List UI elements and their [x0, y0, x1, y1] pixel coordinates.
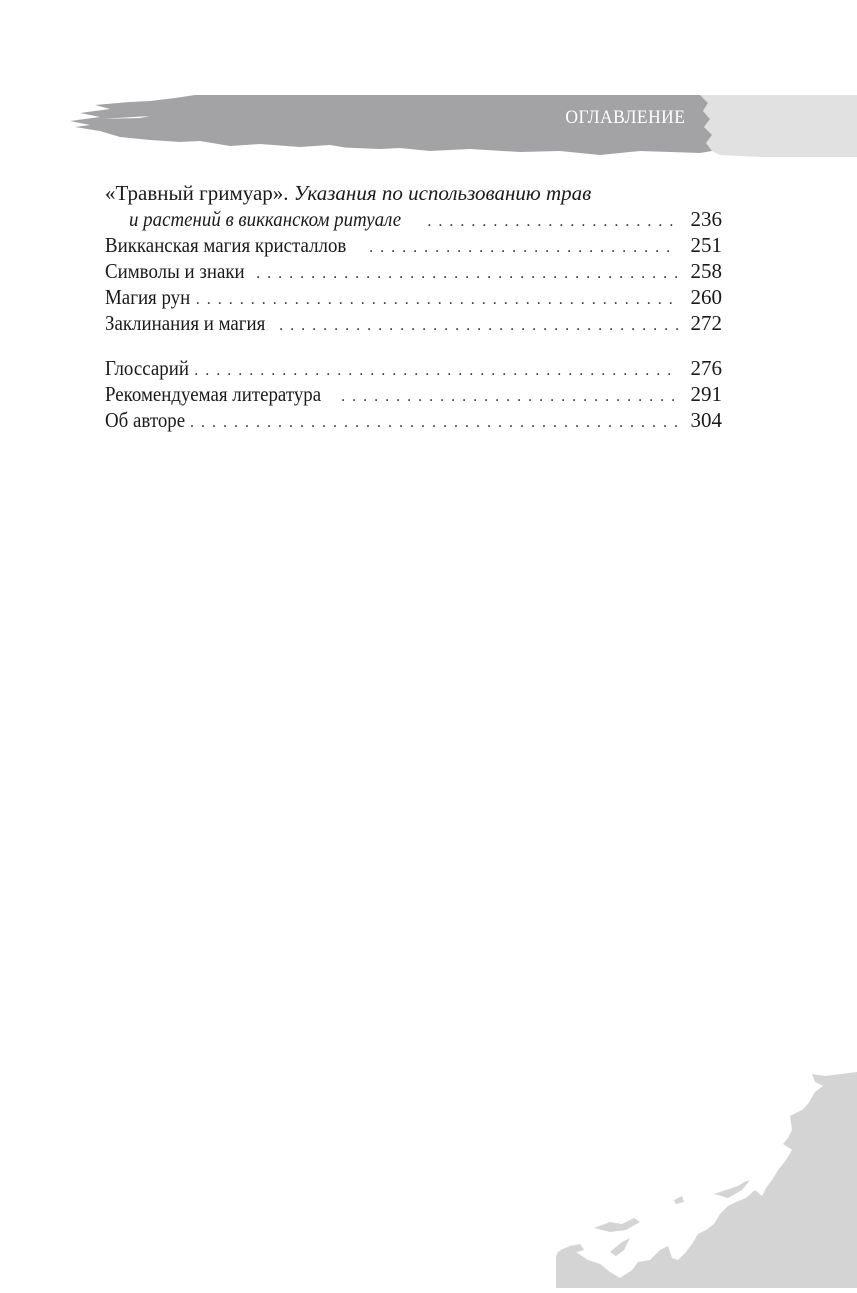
- header-banner: [0, 85, 857, 165]
- toc-entry-title: Магия рун: [105, 285, 191, 309]
- toc-entry-subtitle-cont: и растений в викканском ритуале: [129, 207, 402, 231]
- page-number: 258: [690, 259, 722, 283]
- page-number: 291: [690, 382, 722, 406]
- section-title: ОГЛАВЛЕНИЕ: [565, 107, 685, 128]
- page-number: 304: [690, 408, 722, 432]
- toc-entry[interactable]: [105, 284, 722, 310]
- page-number: 251: [690, 233, 722, 257]
- toc-entry[interactable]: [105, 407, 722, 433]
- toc-entry-title: Викканская магия кристаллов: [105, 233, 347, 257]
- toc-entry-title: Заклинания и магия: [105, 311, 266, 335]
- toc-entry-title: «Травный гримуар».: [105, 181, 294, 205]
- toc-entry-title: Об авторе: [105, 408, 186, 432]
- toc-group-appendix: [105, 355, 722, 433]
- toc-entry-subtitle: Указания по использованию трав: [293, 181, 592, 205]
- toc-entry[interactable]: [105, 310, 722, 336]
- toc-entry-title: Глоссарий: [105, 356, 189, 380]
- page-number: 260: [690, 285, 722, 309]
- toc-entry[interactable]: [105, 381, 722, 407]
- corner-splash-decoration: [540, 1020, 857, 1288]
- toc-entry[interactable]: [105, 355, 722, 381]
- toc-group-chapters: [105, 180, 722, 336]
- toc-entry[interactable]: [105, 180, 722, 232]
- toc-entry[interactable]: [105, 258, 722, 284]
- page-number: 276: [690, 356, 722, 380]
- toc-entry-title: Символы и знаки: [105, 259, 245, 283]
- brush-stroke-decoration: [0, 85, 857, 165]
- toc-entry[interactable]: [105, 232, 722, 258]
- page-number: 236: [690, 207, 722, 231]
- dot-leader: [279, 313, 678, 339]
- table-of-contents: [105, 180, 722, 433]
- dot-leader: [190, 410, 678, 436]
- paint-splash-icon: [540, 1020, 857, 1288]
- toc-entry-title: Рекомендуемая литература: [105, 382, 322, 406]
- page-number: 272: [690, 311, 722, 335]
